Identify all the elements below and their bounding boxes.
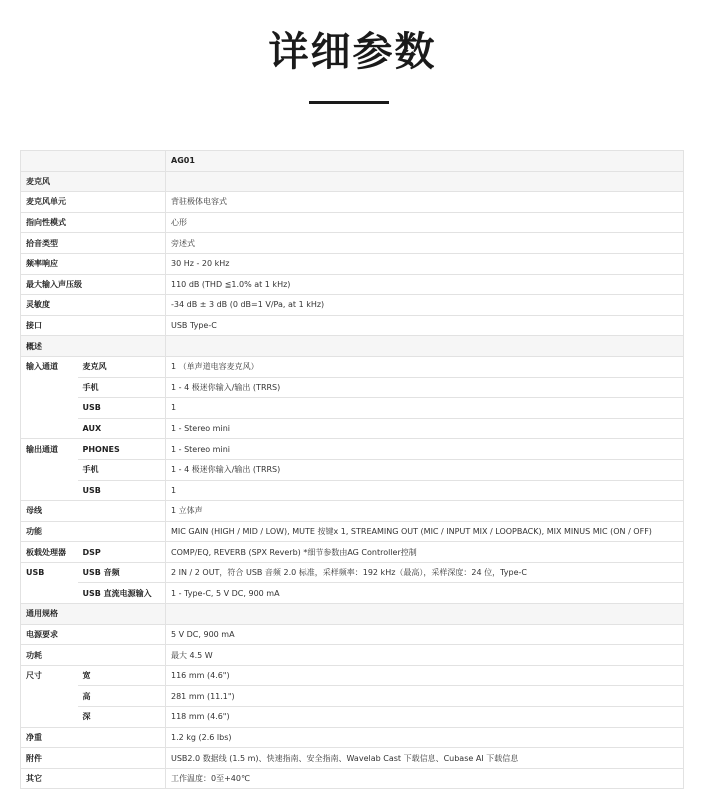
row-label: 功能 — [21, 521, 166, 542]
table-row — [21, 501, 684, 522]
table-row — [21, 377, 684, 398]
row-value: 1 - 4 极迷你输入/输出 (TRRS) — [166, 377, 684, 398]
row-value: USB2.0 数据线 (1.5 m)、快速指南、安全指南、Wavelab Cast 下载信息、Cubase AI 下载信息 — [166, 748, 684, 769]
row-value: -34 dB ± 3 dB (0 dB=1 V/Pa, at 1 kHz) — [166, 295, 684, 316]
row-group-label: 输出通道 — [21, 439, 78, 460]
row-value: 118 mm (4.6") — [166, 707, 684, 728]
section-label: 麦克风 — [21, 171, 166, 192]
model-name: AG01 — [166, 151, 684, 172]
row-value: 1 立体声 — [166, 501, 684, 522]
row-group-label: USB — [21, 562, 78, 583]
page-title: 详细参数 — [268, 29, 437, 75]
row-sub-label: USB 音频 — [78, 562, 166, 583]
row-group-label — [21, 480, 78, 501]
table-row — [21, 356, 684, 377]
row-value: 2 IN / 2 OUT，符合 USB 音频 2.0 标准，采样频率：192 kHz（最高），采样深度：24 位，Type-C — [166, 562, 684, 583]
table-row — [21, 707, 684, 728]
row-label: 拾音类型 — [21, 233, 166, 254]
table-row — [21, 418, 684, 439]
table-row — [21, 253, 684, 274]
row-value: 1 - 4 极迷你输入/输出 (TRRS) — [166, 459, 684, 480]
row-value: 1 — [166, 480, 684, 501]
row-sub-label: USB 直流电源输入 — [78, 583, 166, 604]
row-sub-label: 宽 — [78, 665, 166, 686]
row-group-label: 尺寸 — [21, 665, 78, 686]
row-label: 灵敏度 — [21, 295, 166, 316]
spec-table — [20, 150, 684, 789]
table-row — [21, 583, 684, 604]
row-value: MIC GAIN (HIGH / MID / LOW), MUTE 按键x 1, STREAMING OUT (MIC / INPUT MIX / LOOPBACK), MIX MINUS MIC (ON / OFF) — [166, 521, 684, 542]
row-value: 最大 4.5 W — [166, 645, 684, 666]
row-label: 麦克风单元 — [21, 192, 166, 213]
row-value: 116 mm (4.6") — [166, 665, 684, 686]
row-group-label: 板载处理器 — [21, 542, 78, 563]
row-value: 281 mm (11.1") — [166, 686, 684, 707]
row-sub-label: 高 — [78, 686, 166, 707]
table-row — [21, 686, 684, 707]
table-row — [21, 315, 684, 336]
row-value: 1 - Stereo mini — [166, 439, 684, 460]
row-group-label — [21, 459, 78, 480]
row-value: 1.2 kg (2.6 lbs) — [166, 727, 684, 748]
row-label: 最大输入声压级 — [21, 274, 166, 295]
row-label: 指向性模式 — [21, 212, 166, 233]
section-empty-cell — [166, 336, 684, 357]
table-row — [21, 768, 684, 789]
row-value: 1 - Type-C, 5 V DC, 900 mA — [166, 583, 684, 604]
table-row — [21, 665, 684, 686]
section-empty-cell — [166, 604, 684, 625]
table-row — [21, 439, 684, 460]
table-row — [21, 624, 684, 645]
row-sub-label: 手机 — [78, 459, 166, 480]
table-row — [21, 727, 684, 748]
row-group-label — [21, 707, 78, 728]
row-value: 背驻极体电容式 — [166, 192, 684, 213]
row-label: 接口 — [21, 315, 166, 336]
row-label: 母线 — [21, 501, 166, 522]
row-sub-label: 手机 — [78, 377, 166, 398]
row-label: 净重 — [21, 727, 166, 748]
table-row — [21, 274, 684, 295]
row-value: 心形 — [166, 212, 684, 233]
row-sub-label: PHONES — [78, 439, 166, 460]
row-sub-label: USB — [78, 398, 166, 419]
row-value: 5 V DC, 900 mA — [166, 624, 684, 645]
row-sub-label: AUX — [78, 418, 166, 439]
row-sub-label: DSP — [78, 542, 166, 563]
row-label: 频率响应 — [21, 253, 166, 274]
table-row — [21, 748, 684, 769]
table-row — [21, 562, 684, 583]
table-row — [21, 459, 684, 480]
row-label: 附件 — [21, 748, 166, 769]
row-group-label: 输入通道 — [21, 356, 78, 377]
table-row — [21, 645, 684, 666]
section-row — [21, 336, 684, 357]
row-sub-label: 深 — [78, 707, 166, 728]
row-label: 电源要求 — [21, 624, 166, 645]
section-empty-cell — [166, 171, 684, 192]
table-row — [21, 542, 684, 563]
table-header-row — [21, 151, 684, 172]
row-label: 功耗 — [21, 645, 166, 666]
table-row — [21, 398, 684, 419]
row-group-label — [21, 583, 78, 604]
row-group-label — [21, 686, 78, 707]
row-group-label — [21, 398, 78, 419]
row-group-label — [21, 377, 78, 398]
row-value: 30 Hz - 20 kHz — [166, 253, 684, 274]
row-value: 1 （单声道电容麦克风） — [166, 356, 684, 377]
row-label: 其它 — [21, 768, 166, 789]
row-sub-label: USB — [78, 480, 166, 501]
section-label: 通用规格 — [21, 604, 166, 625]
row-value: USB Type-C — [166, 315, 684, 336]
row-value: 110 dB (THD ≦1.0% at 1 kHz) — [166, 274, 684, 295]
table-row — [21, 480, 684, 501]
table-row — [21, 521, 684, 542]
section-label: 概述 — [21, 336, 166, 357]
row-value: COMP/EQ, REVERB (SPX Reverb) *细节参数由AG Controller控制 — [166, 542, 684, 563]
section-row — [21, 171, 684, 192]
section-row — [21, 604, 684, 625]
row-value: 工作温度：0至+40℃ — [166, 768, 684, 789]
title-underline — [309, 101, 389, 104]
table-row — [21, 233, 684, 254]
row-sub-label: 麦克风 — [78, 356, 166, 377]
row-group-label — [21, 418, 78, 439]
table-row — [21, 192, 684, 213]
row-value: 1 — [166, 398, 684, 419]
row-value: 1 - Stereo mini — [166, 418, 684, 439]
table-row — [21, 295, 684, 316]
row-value: 旁述式 — [166, 233, 684, 254]
header-empty-cell — [21, 151, 166, 172]
table-row — [21, 212, 684, 233]
